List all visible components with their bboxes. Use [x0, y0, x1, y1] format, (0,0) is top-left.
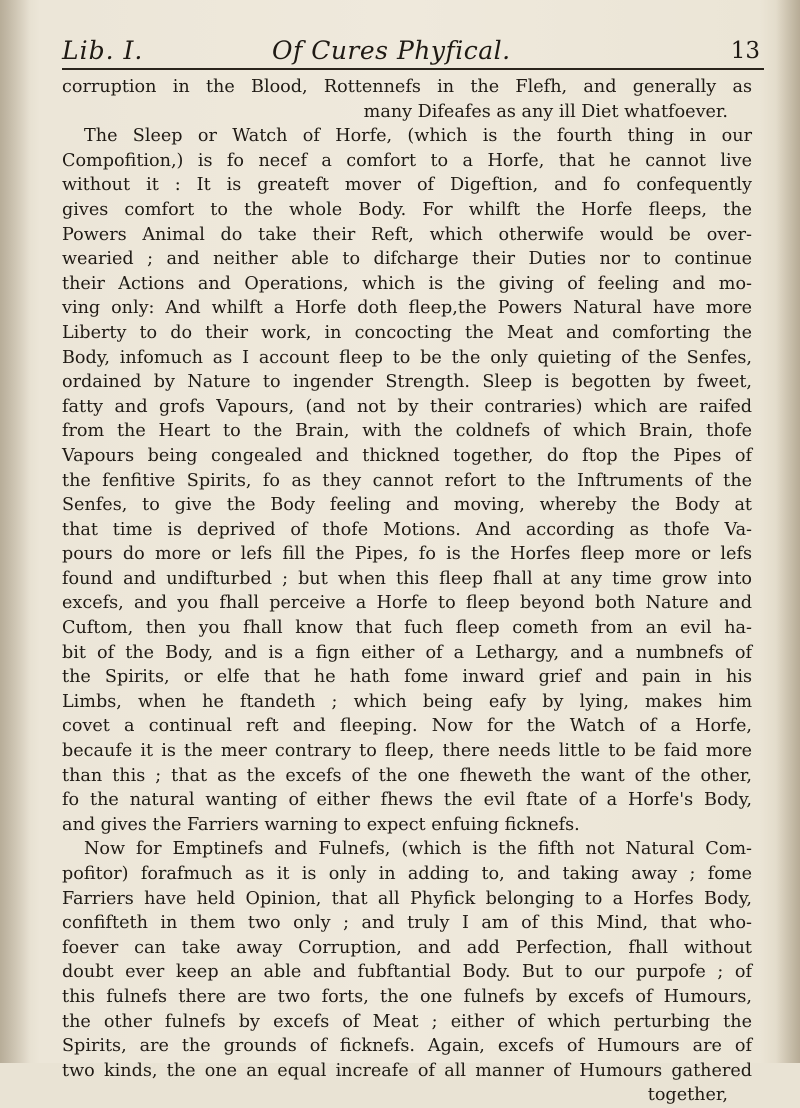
- text-line: foever can take away Corruption, and add Perfection, fhall without: [62, 937, 752, 958]
- text-line: found and undifturbed ; but when this fleep fhall at any time grow into: [62, 568, 752, 589]
- text-line: Vapours being congealed and thickned together, do ftop the Pipes of: [62, 445, 752, 466]
- text-line: that time is deprived of thofe Motions. And according as thofe Va-: [62, 519, 752, 540]
- text-line: bit of the Body, and is a fign either of a Lethargy, and a numbnefs of: [62, 642, 752, 663]
- text-line: ordained by Nature to ingender Strength. Sleep is begotten by fweet,: [62, 372, 752, 393]
- header-rule: [62, 68, 764, 70]
- text-line: together,: [647, 1085, 728, 1106]
- text-line: the other fulnefs by excefs of Meat ; either of which perturbing the: [62, 1011, 752, 1032]
- text-line: the fenfitive Spirits, fo as they cannot refort to the Inftruments of the: [62, 470, 752, 491]
- text-line: the Spirits, or elfe that he hath fome inward grief and pain in his: [62, 667, 752, 688]
- text-line: Body, infomuch as I account fleep to be the only quieting of the Senfes,: [62, 347, 752, 368]
- text-line: Limbs, when he ftandeth ; which being eafy by lying, makes him: [62, 691, 752, 712]
- text-line: fo the natural wanting of either fhews the evil ftate of a Horfe's Body,: [62, 790, 752, 811]
- text-line: Powers Animal do take their Reft, which otherwife would be over-: [62, 224, 752, 245]
- running-title: Of Cures Phyfical.: [272, 36, 511, 65]
- text-line: many Difeafes as any ill Diet whatfoever.: [363, 101, 728, 122]
- text-line: The Sleep or Watch of Horfe, (which is the fourth thing in our: [84, 126, 752, 147]
- text-line: Farriers have held Opinion, that all Phyfick belonging to a Horfes Body,: [62, 888, 752, 909]
- text-line: becaufe it is the meer contrary to fleep, there needs little to be faid more: [62, 741, 752, 762]
- text-line: doubt ever keep an able and fubftantial Body. But to our purpofe ; of: [62, 962, 752, 983]
- text-line: Senfes, to give the Body feeling and moving, whereby the Body at: [62, 495, 752, 516]
- page-edge-right: [776, 0, 800, 1063]
- text-line: Compofition,) is fo necef a comfort to a Horfe, that he cannot live: [62, 150, 752, 171]
- text-line: gives comfort to the whole Body. For whilft the Horfe fleeps, the: [62, 199, 752, 220]
- text-line: covet a continual reft and fleeping. Now for the Watch of a Horfe,: [62, 716, 752, 737]
- text-line: Liberty to do their work, in concocting the Meat and comforting the: [62, 322, 752, 343]
- text-line: and gives the Farriers warning to expect enfuing ficknefs.: [62, 814, 580, 835]
- text-line: Now for Emptinefs and Fulnefs, (which is the fifth not Natural Com-: [84, 839, 752, 860]
- text-line: Spirits, are the grounds of ficknefs. Again, excefs of Humours are of: [62, 1036, 752, 1057]
- text-line: their Actions and Operations, which is the giving of feeling and mo-: [62, 273, 752, 294]
- text-line: fatty and grofs Vapours, (and not by their contraries) which are raifed: [62, 396, 752, 417]
- text-line: pofitor) forafmuch as it is only in adding to, and taking away ; fome: [62, 864, 752, 884]
- text-line: excefs, and you fhall perceive a Horfe to fleep beyond both Nature and: [62, 593, 752, 614]
- book-number: Lib. I.: [62, 36, 144, 65]
- text-line: Cuftom, then you fhall know that fuch fleep cometh from an evil ha-: [62, 618, 752, 639]
- text-line: this fulnefs there are two forts, the one fulnefs by excefs of Humours,: [62, 986, 752, 1007]
- page-edge-left: [0, 0, 30, 1063]
- text-line: without it : It is greateft mover of Digeftion, and fo confequently: [62, 175, 752, 196]
- text-line: ving only: And whilft a Horfe doth fleep,the Powers Natural have more: [62, 298, 752, 319]
- page-number: 13: [730, 38, 760, 64]
- text-line: than this ; that as the excefs of the one fheweth the want of the other,: [62, 765, 752, 786]
- text-line: confifteth in them two only ; and truly I am of this Mind, that who-: [62, 913, 752, 934]
- text-line: from the Heart to the Brain, with the coldnefs of which Brain, thofe: [62, 421, 752, 442]
- body-text: [62, 75, 752, 1108]
- running-header: [62, 28, 760, 68]
- text-line: corruption in the Blood, Rottennefs in the Flefh, and generally as: [62, 77, 752, 97]
- text-line: wearied ; and neither able to difcharge their Duties nor to continue: [62, 249, 752, 270]
- text-line: two kinds, the one an equal increafe of all manner of Humours gathered: [62, 1060, 752, 1081]
- text-line: pours do more or lefs fill the Pipes, fo is the Horfes fleep more or lefs: [62, 544, 752, 565]
